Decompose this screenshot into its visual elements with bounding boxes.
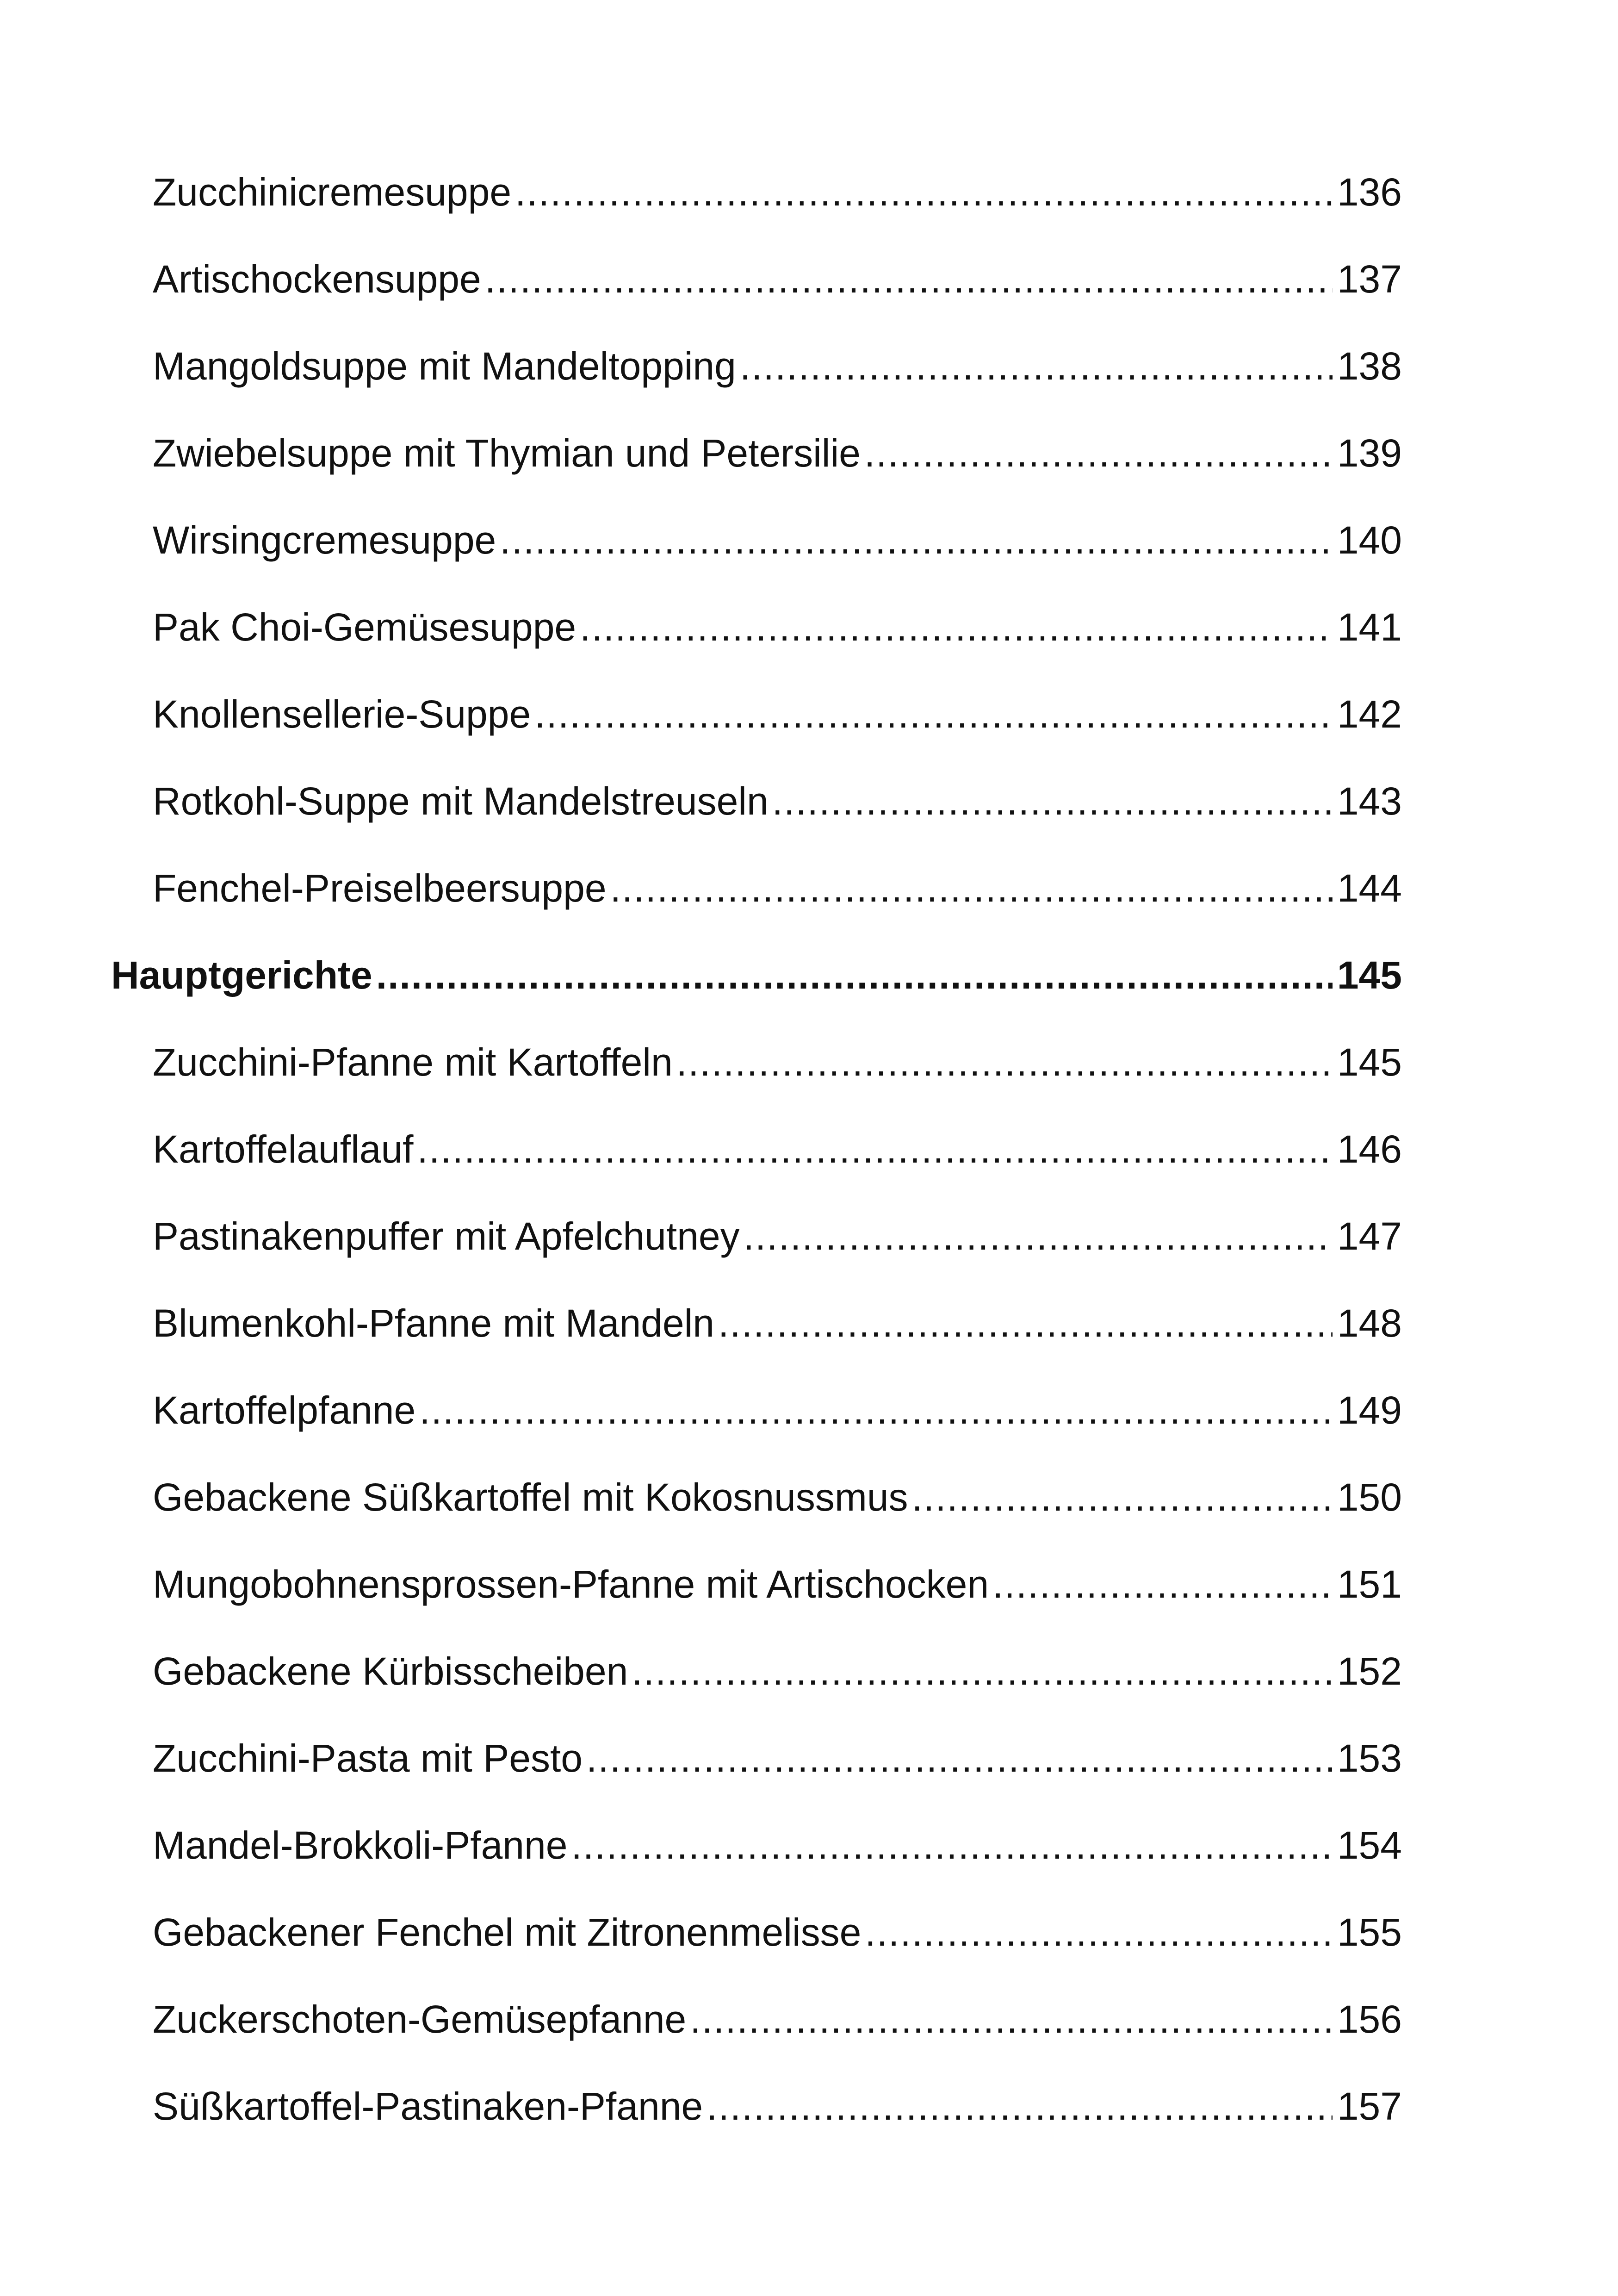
toc-leader bbox=[500, 512, 1333, 568]
toc-entry-title: Gebackene Süßkartoffel mit Kokosnussmus bbox=[153, 1475, 908, 1519]
toc-leader bbox=[610, 860, 1333, 916]
toc-leader bbox=[515, 164, 1333, 220]
toc-entry-page: 139 bbox=[1337, 431, 1402, 475]
toc-leader bbox=[912, 1469, 1333, 1525]
toc-entry[interactable] bbox=[153, 1382, 1402, 1438]
toc-entry-title: Mungobohnensprossen-Pfanne mit Artischocken bbox=[153, 1562, 989, 1606]
toc-entry-title: Pak Choi-Gemüsesuppe bbox=[153, 605, 577, 649]
toc-entry-title: Gebackene Kürbisscheiben bbox=[153, 1649, 628, 1693]
toc-entry-title: Kartoffelpfanne bbox=[153, 1388, 416, 1432]
toc-entry-page: 140 bbox=[1337, 518, 1402, 562]
toc-entry-page: 146 bbox=[1337, 1127, 1402, 1171]
toc-entry-page: 141 bbox=[1337, 605, 1402, 649]
toc-entry[interactable] bbox=[153, 773, 1402, 829]
toc-leader bbox=[676, 1034, 1333, 1090]
toc-entry-title: Blumenkohl-Pfanne mit Mandeln bbox=[153, 1301, 714, 1345]
toc-section-title: Hauptgerichte bbox=[111, 953, 372, 997]
toc-leader bbox=[865, 1904, 1333, 1960]
toc-leader bbox=[718, 1295, 1333, 1351]
toc-entry-title: Mangoldsuppe mit Mandeltopping bbox=[153, 344, 736, 388]
toc-leader bbox=[571, 1817, 1332, 1873]
toc-entry-page: 149 bbox=[1337, 1388, 1402, 1432]
toc-entry-page: 143 bbox=[1337, 779, 1402, 823]
toc-entry[interactable] bbox=[153, 2078, 1402, 2134]
toc-leader bbox=[690, 1991, 1333, 2047]
toc-section-heading[interactable] bbox=[111, 947, 1402, 1003]
toc-entry[interactable] bbox=[153, 512, 1402, 568]
toc-entry[interactable] bbox=[153, 164, 1402, 220]
toc-entry-page: 150 bbox=[1337, 1475, 1402, 1519]
toc-entry-title: Gebackener Fenchel mit Zitronenmelisse bbox=[153, 1910, 862, 1954]
toc-entry[interactable] bbox=[153, 1469, 1402, 1525]
toc-entry[interactable] bbox=[153, 1556, 1402, 1612]
toc-entry[interactable] bbox=[153, 1295, 1402, 1351]
toc-entry-page: 156 bbox=[1337, 1997, 1402, 2041]
toc-entry-title: Zucchini-Pasta mit Pesto bbox=[153, 1736, 583, 1780]
toc-entry-page: 157 bbox=[1337, 2084, 1402, 2128]
toc-entry[interactable] bbox=[153, 686, 1402, 742]
toc-entry-title: Zucchinicremesuppe bbox=[153, 170, 512, 214]
toc-leader bbox=[419, 1382, 1333, 1438]
toc-entry-title: Wirsingcremesuppe bbox=[153, 518, 496, 562]
toc-entry-page: 142 bbox=[1337, 692, 1402, 736]
toc-entry[interactable] bbox=[153, 425, 1402, 481]
toc-entry-title: Rotkohl-Suppe mit Mandelstreuseln bbox=[153, 779, 769, 823]
toc-entry-title: Knollensellerie-Suppe bbox=[153, 692, 531, 736]
toc-entry[interactable] bbox=[153, 1034, 1402, 1090]
toc-section-page: 145 bbox=[1337, 953, 1402, 997]
toc-entry-title: Zuckerschoten-Gemüsepfanne bbox=[153, 1997, 687, 2041]
toc-entry-title: Fenchel-Preiselbeersuppe bbox=[153, 866, 607, 910]
toc-entry-title: Zwiebelsuppe mit Thymian und Petersilie bbox=[153, 431, 861, 475]
toc-entry[interactable] bbox=[153, 599, 1402, 655]
toc-entry-page: 153 bbox=[1337, 1736, 1402, 1780]
toc-entry-page: 145 bbox=[1337, 1040, 1402, 1084]
toc-leader bbox=[864, 425, 1333, 481]
toc-entry[interactable] bbox=[153, 1208, 1402, 1264]
toc-entry-title: Zucchini-Pfanne mit Kartoffeln bbox=[153, 1040, 673, 1084]
toc-entry-page: 147 bbox=[1337, 1214, 1402, 1258]
toc-leader bbox=[744, 1208, 1333, 1264]
toc-entry[interactable] bbox=[153, 1730, 1402, 1786]
toc-leader bbox=[534, 686, 1333, 742]
toc-leader bbox=[485, 251, 1333, 307]
toc-entry[interactable] bbox=[153, 860, 1402, 916]
toc-leader bbox=[632, 1643, 1333, 1699]
toc-entry-page: 154 bbox=[1337, 1823, 1402, 1867]
toc-leader bbox=[586, 1730, 1333, 1786]
toc-entry-page: 136 bbox=[1337, 170, 1402, 214]
toc-entry[interactable] bbox=[153, 1991, 1402, 2047]
toc-entry[interactable] bbox=[153, 1643, 1402, 1699]
toc-entry[interactable] bbox=[153, 1817, 1402, 1873]
toc-entry-page: 144 bbox=[1337, 866, 1402, 910]
toc-entry-title: Pastinakenpuffer mit Apfelchutney bbox=[153, 1214, 740, 1258]
toc-entry-title: Süßkartoffel-Pastinaken-Pfanne bbox=[153, 2084, 703, 2128]
toc-leader bbox=[580, 599, 1333, 655]
toc-leader bbox=[707, 2078, 1333, 2134]
toc-leader bbox=[417, 1121, 1333, 1177]
toc-entry[interactable] bbox=[153, 251, 1402, 307]
toc-entry-page: 152 bbox=[1337, 1649, 1402, 1693]
toc-entry[interactable] bbox=[153, 1904, 1402, 1960]
toc-entry-page: 148 bbox=[1337, 1301, 1402, 1345]
toc-entry-page: 137 bbox=[1337, 257, 1402, 301]
toc-entry-title: Mandel-Brokkoli-Pfanne bbox=[153, 1823, 568, 1867]
toc-entry-page: 138 bbox=[1337, 344, 1402, 388]
toc-entry-title: Kartoffelauflauf bbox=[153, 1127, 414, 1171]
toc-entry-title: Artischockensuppe bbox=[153, 257, 481, 301]
toc-entry-page: 151 bbox=[1337, 1562, 1402, 1606]
toc-entry[interactable] bbox=[153, 1121, 1402, 1177]
toc-leader bbox=[992, 1556, 1333, 1612]
toc-leader bbox=[772, 773, 1333, 829]
toc-entry[interactable] bbox=[153, 338, 1402, 394]
toc-entry-page: 155 bbox=[1337, 1910, 1402, 1954]
toc-leader bbox=[740, 338, 1333, 394]
toc-leader bbox=[376, 947, 1333, 1003]
